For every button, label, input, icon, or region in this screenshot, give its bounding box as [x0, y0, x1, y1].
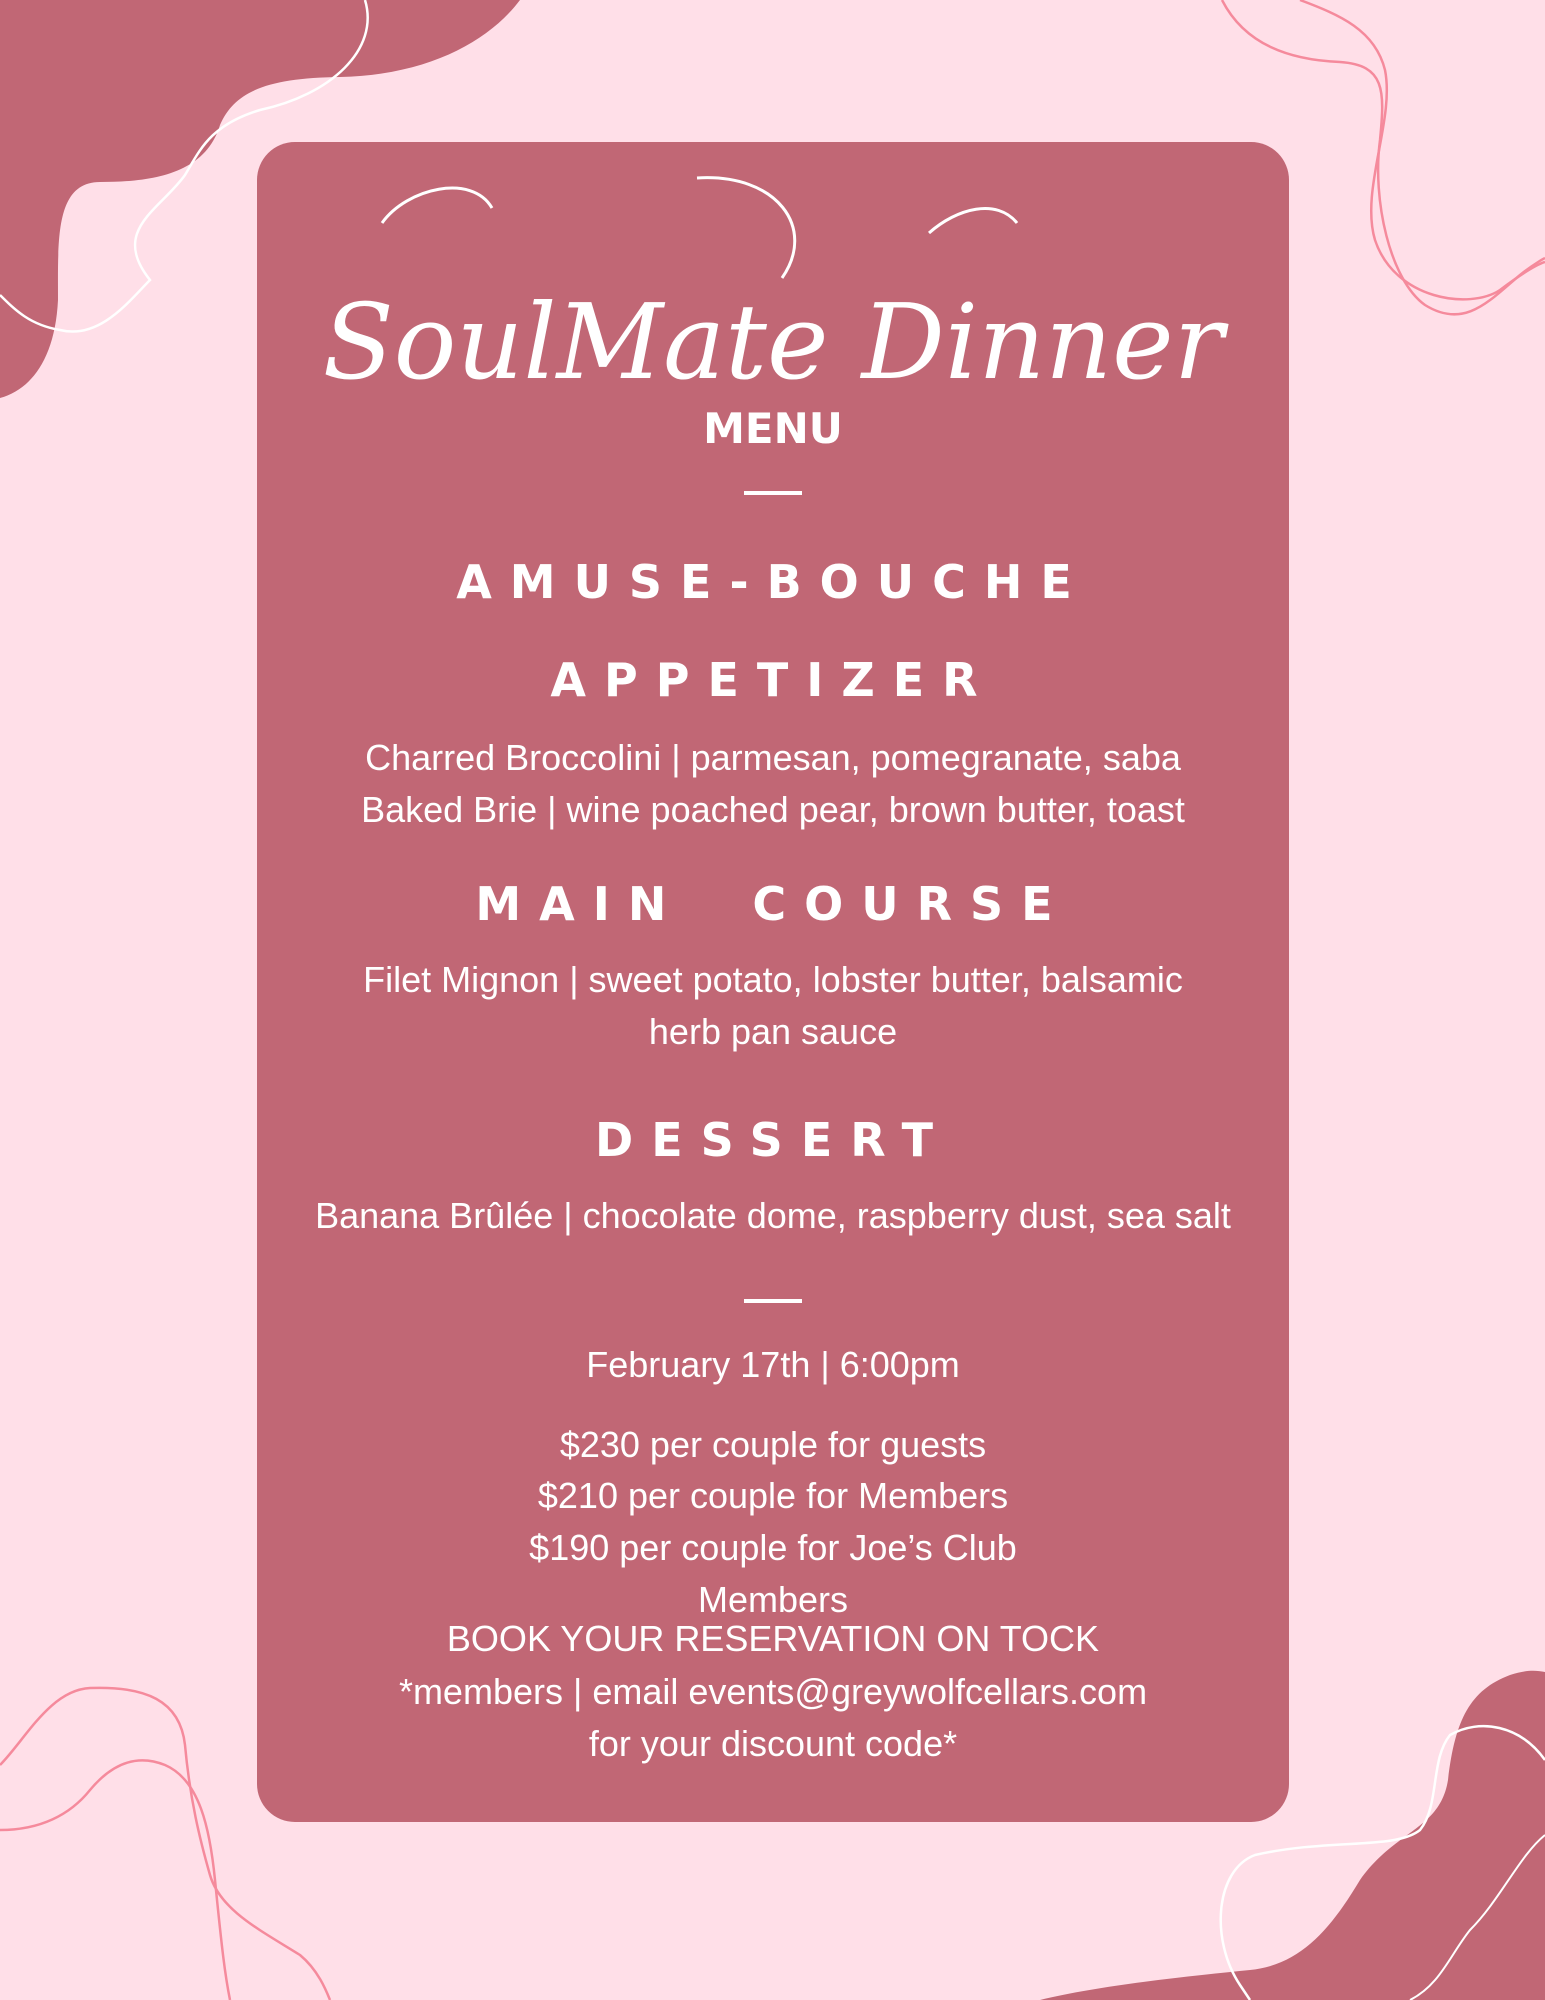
- bottom-left-pink-line-2: [0, 1760, 230, 2000]
- event-title: SoulMate Dinner: [322, 281, 1224, 403]
- dessert-item-1: Banana Brûlée | chocolate dome, raspberry dust, sea salt: [315, 1195, 1231, 1236]
- appetizer-item-2: Baked Brie | wine poached pear, brown butter, toast: [361, 789, 1185, 830]
- menu-heading: MENU: [703, 404, 843, 453]
- section-main-course: MAIN COURSE: [475, 877, 1071, 931]
- menu-card: [257, 142, 1289, 1822]
- price-joes-club-cont: Members: [697, 1579, 849, 1620]
- event-datetime: February 17th | 6:00pm: [586, 1344, 960, 1385]
- price-guests: $230 per couple for guests: [559, 1424, 987, 1465]
- title-flourish: [382, 178, 1017, 278]
- section-dessert: DESSERT: [595, 1113, 951, 1167]
- price-members: $210 per couple for Members: [537, 1475, 1009, 1516]
- booking-members-note: *members | email events@greywolfcellars.com: [398, 1671, 1148, 1712]
- price-joes-club: $190 per couple for Joe’s Club: [529, 1527, 1017, 1568]
- divider-bottom: [744, 1299, 802, 1303]
- booking-discount-note: for your discount code*: [588, 1723, 958, 1764]
- section-appetizer: APPETIZER: [550, 653, 996, 707]
- top-right-pink-line-2: [1300, 0, 1545, 299]
- booking-cta: BOOK YOUR RESERVATION ON TOCK: [446, 1618, 1100, 1659]
- divider-top: [744, 491, 802, 495]
- appetizer-item-1: Charred Broccolini | parmesan, pomegranate, saba: [365, 737, 1181, 778]
- main-course-item-line-2: herb pan sauce: [648, 1011, 898, 1052]
- section-amuse-bouche: AMUSE-BOUCHE: [456, 555, 1090, 609]
- main-course-item-line-1: Filet Mignon | sweet potato, lobster butter, balsamic: [363, 959, 1183, 1000]
